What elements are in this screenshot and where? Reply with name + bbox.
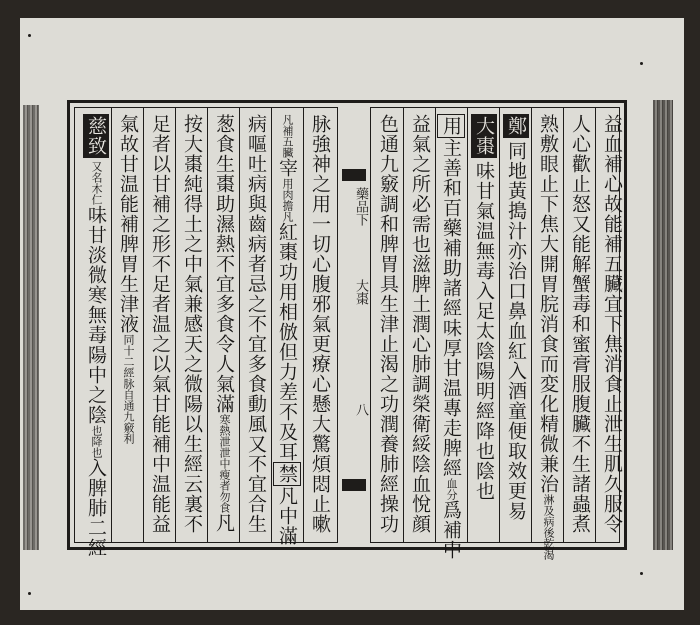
text-column xyxy=(115,114,141,536)
text-column xyxy=(535,114,561,560)
register-mark xyxy=(28,34,31,37)
column-text: 葱食生棗助濕熱不宜多食令人氣滿 xyxy=(213,114,235,414)
text-column xyxy=(375,114,401,536)
heading-badge: 鄭 xyxy=(505,116,527,136)
text-column xyxy=(179,114,205,536)
column-rule xyxy=(271,108,272,542)
column-rule xyxy=(499,108,500,542)
column-rule xyxy=(403,108,404,542)
heading-badge: 慈致 xyxy=(85,116,107,156)
column-text: 爲補中 xyxy=(440,500,462,560)
column-text: 紅棗功用相倣但力差不及耳 xyxy=(276,222,298,462)
annotation: 淋及病後乾渴 xyxy=(542,494,555,560)
column-rule xyxy=(563,108,564,542)
page-number: 八 xyxy=(353,403,368,416)
text-column xyxy=(307,114,333,536)
text-column xyxy=(407,114,433,536)
column-rule xyxy=(595,108,596,542)
section-label: 大棗 xyxy=(353,279,368,305)
annotation: 寒熱泄泄中瘦者勿食 xyxy=(218,414,231,513)
column-text: 足者以甘補之形不足者温之以氣甘能補中温能益 xyxy=(149,114,171,534)
annotation: 同十二經脉自通九竅利 xyxy=(122,334,135,444)
woodblock-frame xyxy=(67,100,627,560)
column-text: 凡 xyxy=(213,513,235,533)
register-mark xyxy=(28,592,31,595)
annotation: 用肉擔凡 xyxy=(281,178,294,222)
text-column xyxy=(147,114,173,536)
column-text: 益血補心故能補五臟宜下焦消食止泄生肌久服令 xyxy=(601,114,623,534)
column-rule xyxy=(143,108,144,542)
column-text: 入脾肺二經 xyxy=(85,458,107,558)
right-page xyxy=(370,107,623,560)
column-rule xyxy=(111,108,112,542)
boxed-marker: 用 xyxy=(437,114,465,138)
fish-tail-mark xyxy=(342,479,366,491)
column-text: 益氣之所必需也滋脾土潤心肺調榮衛綏陰血悅顔 xyxy=(409,114,431,534)
annotation: 又名木仁 xyxy=(90,161,103,205)
column-text: 脉強神之用一切心腹邪氣更療心懸大驚煩悶止嗽 xyxy=(309,114,331,534)
column-rule xyxy=(303,108,304,542)
column-rule xyxy=(531,108,532,542)
column-text: 味甘淡微寒無毒陽中之陰 xyxy=(85,205,107,425)
column-text: 宰 xyxy=(276,158,298,178)
column-text: 主善和百藥補助諸經味厚甘温專走脾經 xyxy=(440,138,462,478)
left-wood-grain xyxy=(23,105,39,550)
text-column xyxy=(567,114,593,536)
fish-tail-mark xyxy=(342,169,366,181)
text-column xyxy=(599,114,625,536)
volume-label: 藥品下 xyxy=(353,187,368,226)
column-text: 色通九竅調和脾胃具生津止渴之功潤養肺經操功 xyxy=(377,114,399,534)
text-column xyxy=(471,114,497,536)
column-rule xyxy=(175,108,176,542)
annotation: 血分 xyxy=(445,478,458,500)
column-rule xyxy=(435,108,436,542)
heading-badge: 大棗 xyxy=(473,116,495,156)
register-mark xyxy=(640,572,643,575)
text-column xyxy=(243,114,269,536)
annotation: 凡補五臟 xyxy=(281,114,294,158)
column-text: 病嘔吐病與齒病者忌之不宜多食動風又不宜合生 xyxy=(245,114,267,534)
right-wood-grain xyxy=(653,100,673,550)
column-text: 味甘氣温無毒入足太陰陽明經降也陰也 xyxy=(473,161,495,501)
left-page xyxy=(74,107,338,558)
text-column xyxy=(503,114,529,536)
column-text: 同地黃搗汁亦治口鼻血紅入酒童便取效更易 xyxy=(505,141,527,521)
column-rule xyxy=(467,108,468,542)
column-text: 熟敷眼止下焦大開胃脘消食而変化精微兼治 xyxy=(537,114,559,494)
column-rule xyxy=(239,108,240,542)
column-text: 人心歡止怒又能解蟹毒和蜜膏服腹臟不生諸蟲煮 xyxy=(569,114,591,534)
center-gutter xyxy=(338,107,370,543)
register-mark xyxy=(640,62,643,65)
text-column xyxy=(439,114,465,560)
column-text: 按大棗純得土之中氣兼感天之微陽以生經云裏不 xyxy=(181,114,203,534)
boxed-marker: 禁 xyxy=(273,462,301,486)
column-rule xyxy=(207,108,208,542)
text-column xyxy=(275,114,301,546)
column-text: 凡中滿 xyxy=(276,486,298,546)
annotation: 也降也 xyxy=(90,425,103,458)
text-column xyxy=(83,114,109,558)
column-text: 氣故甘温能補脾胃生津液 xyxy=(117,114,139,334)
text-column xyxy=(211,114,237,536)
